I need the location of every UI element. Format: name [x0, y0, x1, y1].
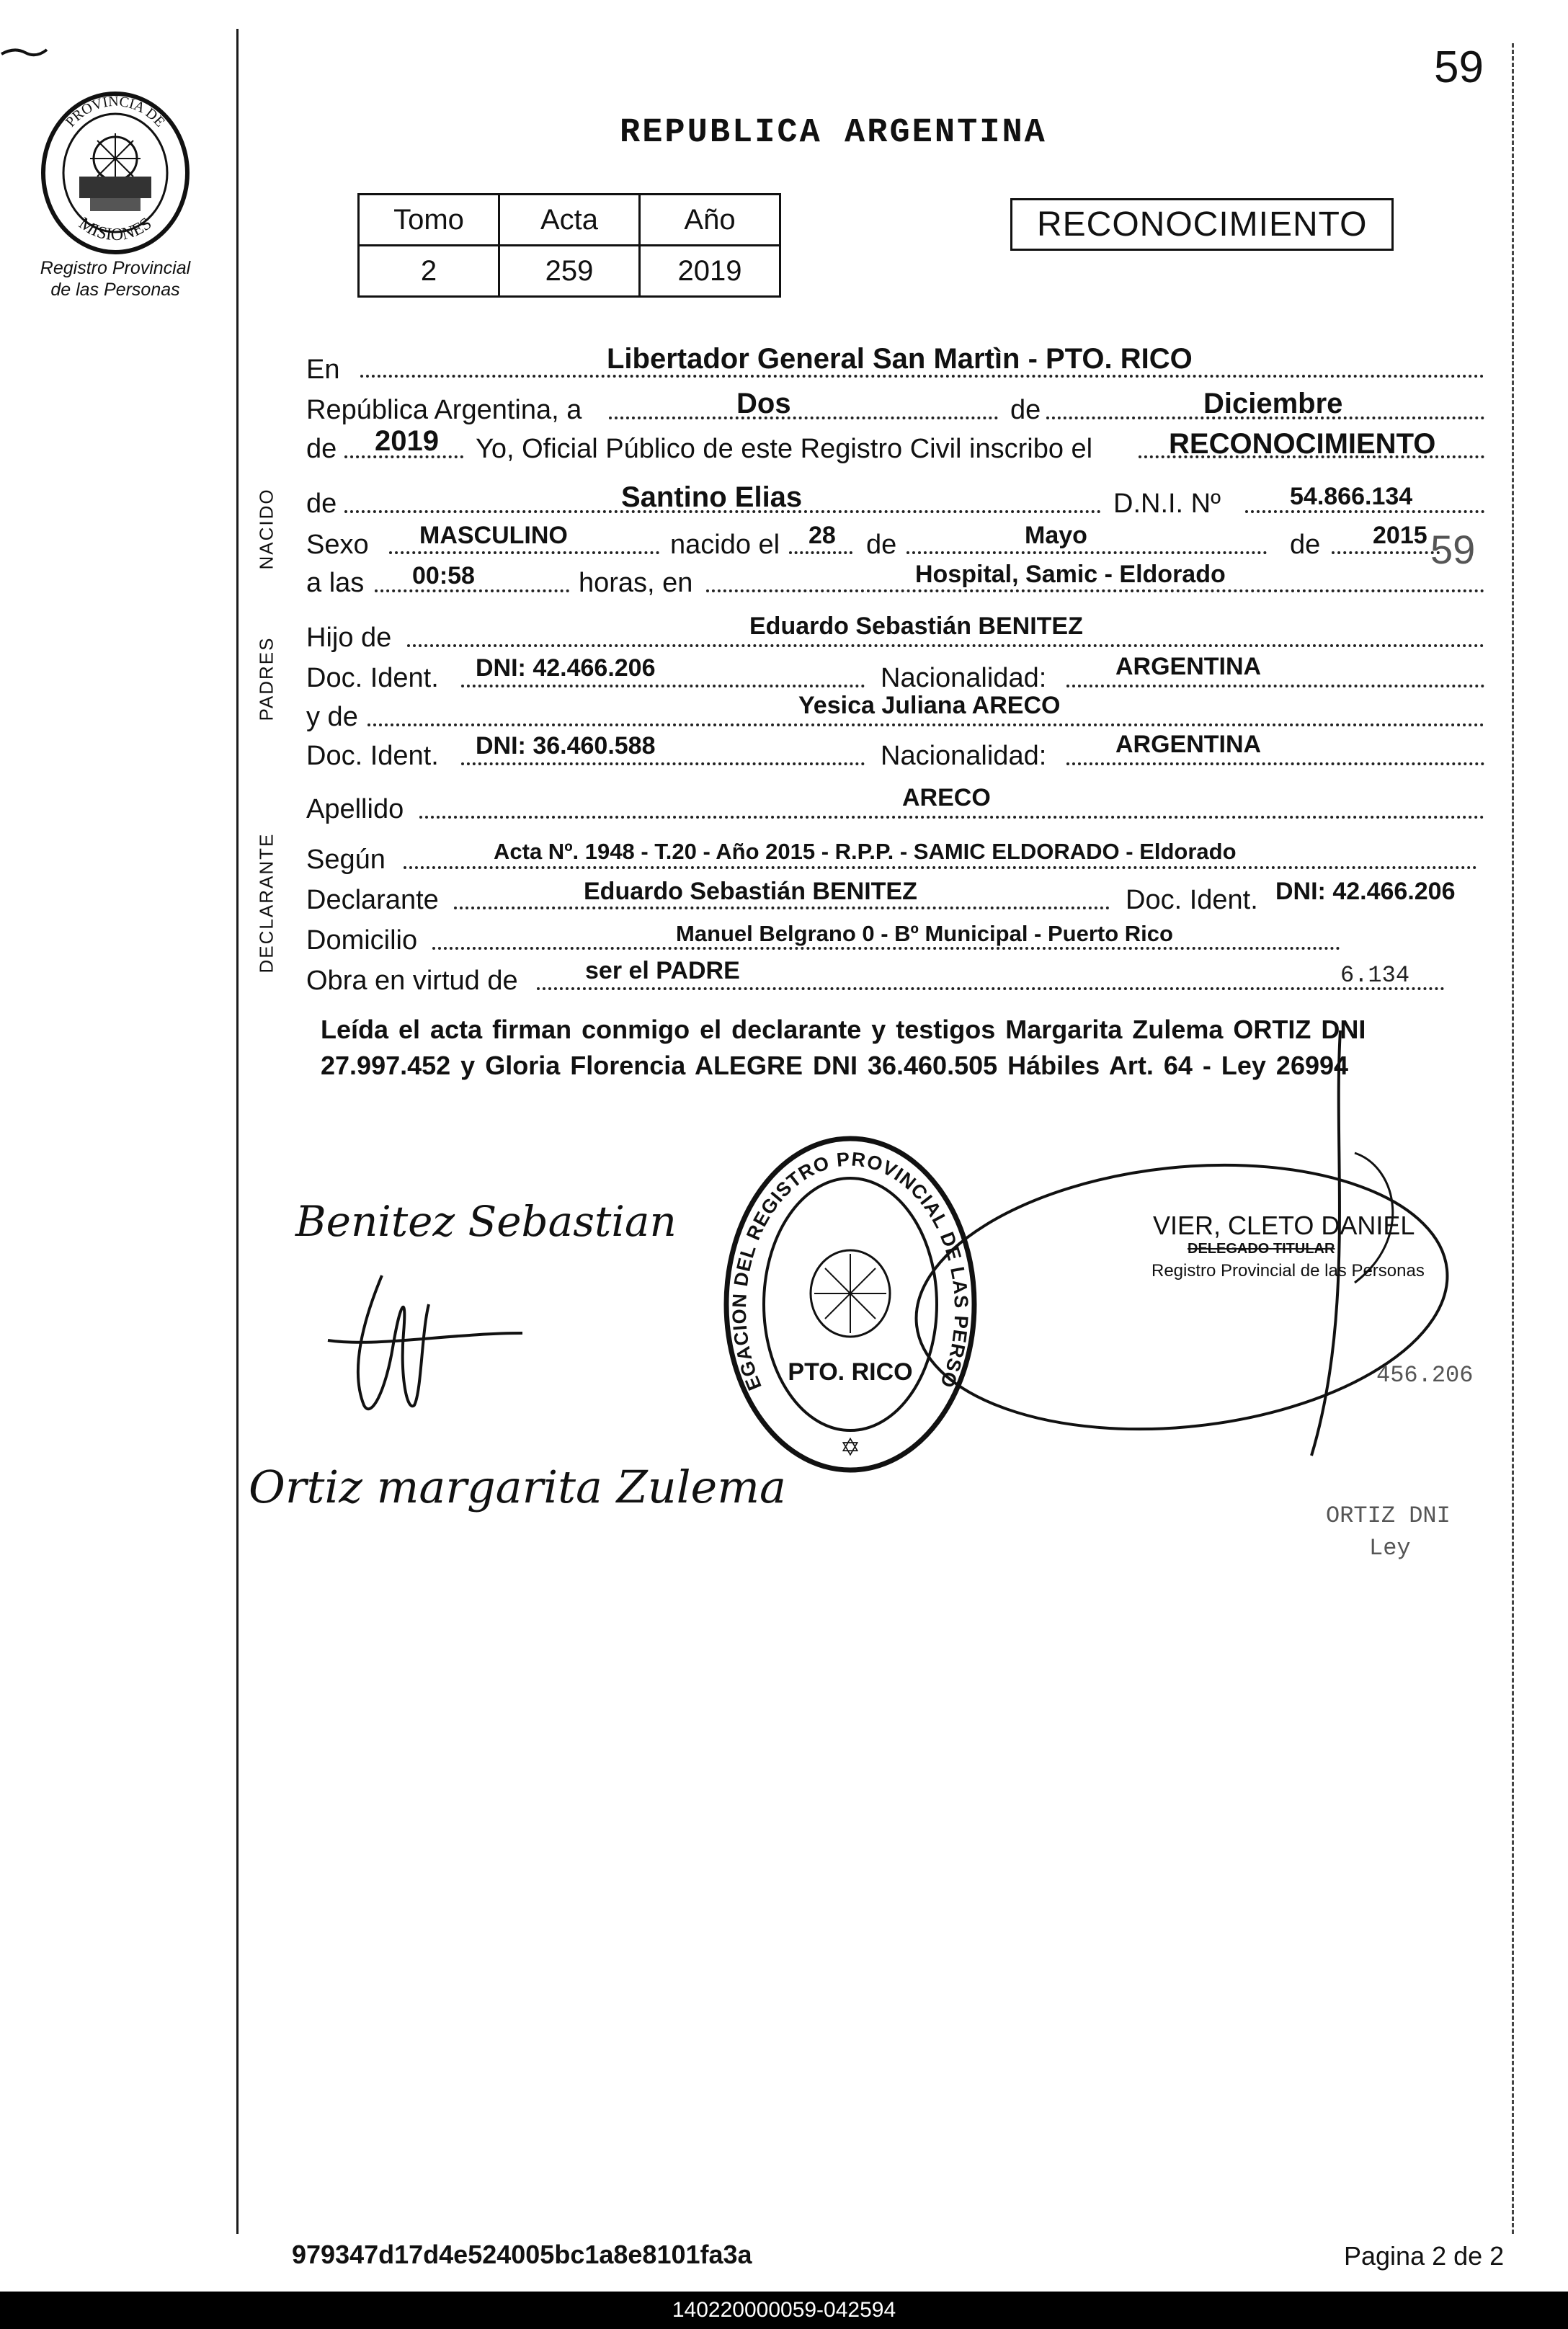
province-seal-logo [40, 90, 191, 256]
label-de: de [866, 530, 897, 560]
label-de: de [306, 489, 337, 519]
label-de: de [1010, 395, 1041, 425]
country-title: REPUBLICA ARGENTINA [620, 114, 1047, 152]
table-row [359, 246, 780, 297]
label-hijo-de: Hijo de [306, 623, 392, 653]
left-margin-rule [236, 29, 239, 2234]
logo-caption: Registro Provincial de las Personas [40, 258, 191, 300]
child-name-value: Santino Elias [621, 481, 803, 513]
dotted-leader [368, 723, 1484, 726]
year-value: 2019 [375, 425, 439, 457]
label-y-de: y de [306, 702, 358, 732]
svg-text:✡: ✡ [839, 1434, 861, 1461]
corner-scribble-icon [0, 40, 50, 65]
label-dni: D.N.I. Nº [1113, 489, 1221, 519]
obra-value: ser el PADRE [585, 957, 740, 984]
dotted-leader [404, 866, 1477, 869]
dotted-leader [1066, 762, 1484, 765]
birth-year-value: 2015 [1373, 522, 1427, 549]
address-value: Manuel Belgrano 0 - Bº Municipal - Puerto Rico [676, 921, 1173, 946]
table-header-cell: Año [640, 195, 780, 246]
day-value: Dos [736, 388, 791, 419]
side-label-declarante: DECLARANTE [255, 832, 277, 974]
bleed-mark: 6.134 [1340, 962, 1410, 989]
father-name-value: Eduardo Sebastián BENITEZ [749, 613, 1083, 640]
signature-benitez [292, 1182, 677, 1272]
official-org: Registro Provincial de las Personas [1152, 1261, 1425, 1281]
place-value: Libertador General San Martìn - PTO. RICO [607, 343, 1193, 375]
bleed-mark: ORTIZ DNI [1326, 1502, 1451, 1529]
dotted-leader [432, 947, 1340, 950]
table-header-row [359, 195, 780, 246]
dotted-leader [609, 417, 998, 419]
barcode-id-bar [0, 2292, 1568, 2329]
label-segun: Según [306, 845, 386, 875]
seal-icon [40, 90, 191, 256]
sex-value: MASCULINO [419, 522, 568, 549]
dotted-leader [461, 685, 865, 687]
declarant-doc-value: DNI: 42.466.206 [1275, 878, 1456, 905]
barcode-id: 140220000059-042594 [672, 2298, 896, 2322]
label-obra: Obra en virtud de [306, 966, 518, 996]
mother-nationality-value: ARGENTINA [1115, 731, 1262, 758]
side-label-nacido: NACIDO [255, 488, 277, 570]
yo-text: Yo, Oficial Público de este Registro Civil inscribo el [476, 434, 1093, 464]
label-republica: República Argentina, a [306, 395, 582, 425]
mother-doc-value: DNI: 36.460.588 [476, 732, 656, 760]
label-doc-ident: Doc. Ident. [1126, 885, 1258, 915]
svg-text:MISIONES: MISIONES [75, 214, 156, 245]
label-nacido-el: nacido el [670, 530, 780, 560]
month-value: Diciembre [1203, 388, 1343, 419]
bleed-mark: 59 [1430, 527, 1476, 572]
father-nationality-value: ARGENTINA [1115, 653, 1262, 680]
label-nacionalidad: Nacionalidad: [881, 741, 1047, 771]
label-sexo: Sexo [306, 530, 369, 560]
label-de: de [1290, 530, 1321, 560]
declarant-name-value: Eduardo Sebastián BENITEZ [584, 878, 917, 905]
svg-text:PTO. RICO: PTO. RICO [788, 1358, 913, 1386]
side-label-padres: PADRES [255, 636, 277, 721]
dotted-leader [706, 589, 1484, 592]
signature-ortiz [249, 1434, 786, 1560]
surname-value: ARECO [902, 784, 991, 811]
record-reference-table [357, 193, 781, 298]
label-doc-ident: Doc. Ident. [306, 741, 439, 771]
dotted-leader [454, 907, 1110, 909]
dotted-leader [461, 762, 865, 765]
birth-place-value: Hospital, Samic - Eldorado [915, 561, 1226, 588]
label-en: En [306, 355, 340, 385]
bleed-mark: 456.206 [1376, 1362, 1474, 1389]
dotted-leader [789, 551, 852, 554]
handwritten-signature [292, 1182, 677, 1268]
handwritten-signature [249, 1434, 786, 1557]
table-header-cell: Acta [499, 195, 640, 246]
label-domicilio: Domicilio [306, 925, 418, 956]
segun-value: Acta Nº. 1948 - T.20 - Año 2015 - R.P.P. - SAMIC ELDORADO - Eldorado [494, 839, 1237, 864]
official-title: DELEGADO TITULAR [1188, 1241, 1335, 1257]
label-horas-en: horas, en [579, 568, 693, 598]
signature-scribble [321, 1261, 537, 1430]
act-type-value: RECONOCIMIENTO [1169, 428, 1436, 460]
dotted-leader [906, 551, 1267, 554]
dotted-leader [537, 987, 1445, 990]
birth-day-value: 28 [808, 522, 836, 549]
svg-text:Benitez Sebastian: Benitez Sebastian [295, 1197, 677, 1246]
bleed-mark: Ley [1369, 1535, 1411, 1562]
label-doc-ident: Doc. Ident. [306, 663, 439, 693]
document-hash: 979347d17d4e524005bc1a8e8101fa3a [292, 2240, 752, 2269]
official-name: VIER, CLETO DANIEL [1153, 1211, 1415, 1240]
svg-text:Ortiz margarita Zulema: Ortiz margarita Zulema [249, 1461, 786, 1513]
label-declarante: Declarante [306, 885, 439, 915]
birth-time-value: 00:58 [412, 562, 475, 589]
label-apellido: Apellido [306, 794, 404, 824]
right-dashed-rule [1512, 43, 1514, 2234]
handwritten-signature [321, 1261, 537, 1427]
birth-month-value: Mayo [1025, 522, 1087, 549]
label-nacionalidad: Nacionalidad: [881, 663, 1047, 693]
mother-name-value: Yesica Juliana ARECO [798, 692, 1061, 719]
table-header-cell: Tomo [359, 195, 499, 246]
label-a-las: a las [306, 568, 365, 598]
dotted-leader [1066, 685, 1484, 687]
dotted-leader [407, 644, 1484, 647]
dotted-leader [389, 551, 659, 554]
father-doc-value: DNI: 42.466.206 [476, 654, 656, 682]
page-indicator: Pagina 2 de 2 [1344, 2241, 1505, 2271]
table-cell: 2 [359, 246, 499, 297]
dotted-leader [419, 816, 1484, 819]
label-de: de [306, 434, 337, 464]
record-type-box: RECONOCIMIENTO [1010, 198, 1394, 251]
reading-paragraph: Leída el acta firman conmigo el declarante y testigos Margarita Zulema ORTIZ DNI 27.997.452 y Gloria Florencia ALEGRE DNI 36.460.505 Hábiles Art. 64 - Ley 26994 [321, 1015, 1366, 1080]
dotted-leader [1332, 551, 1440, 554]
table-cell: 2019 [640, 246, 780, 297]
svg-text:PROVINCIA DE: PROVINCIA DE [62, 93, 169, 130]
table-cell: 259 [499, 246, 640, 297]
page-number: 59 [1434, 43, 1484, 92]
child-dni-value: 54.866.134 [1290, 483, 1413, 510]
svg-text:DELEGACION DEL REGISTRO PROVIN: EGACION DEL REGISTRO PROVINCIAL DE LAS PERSO [728, 1148, 973, 1394]
